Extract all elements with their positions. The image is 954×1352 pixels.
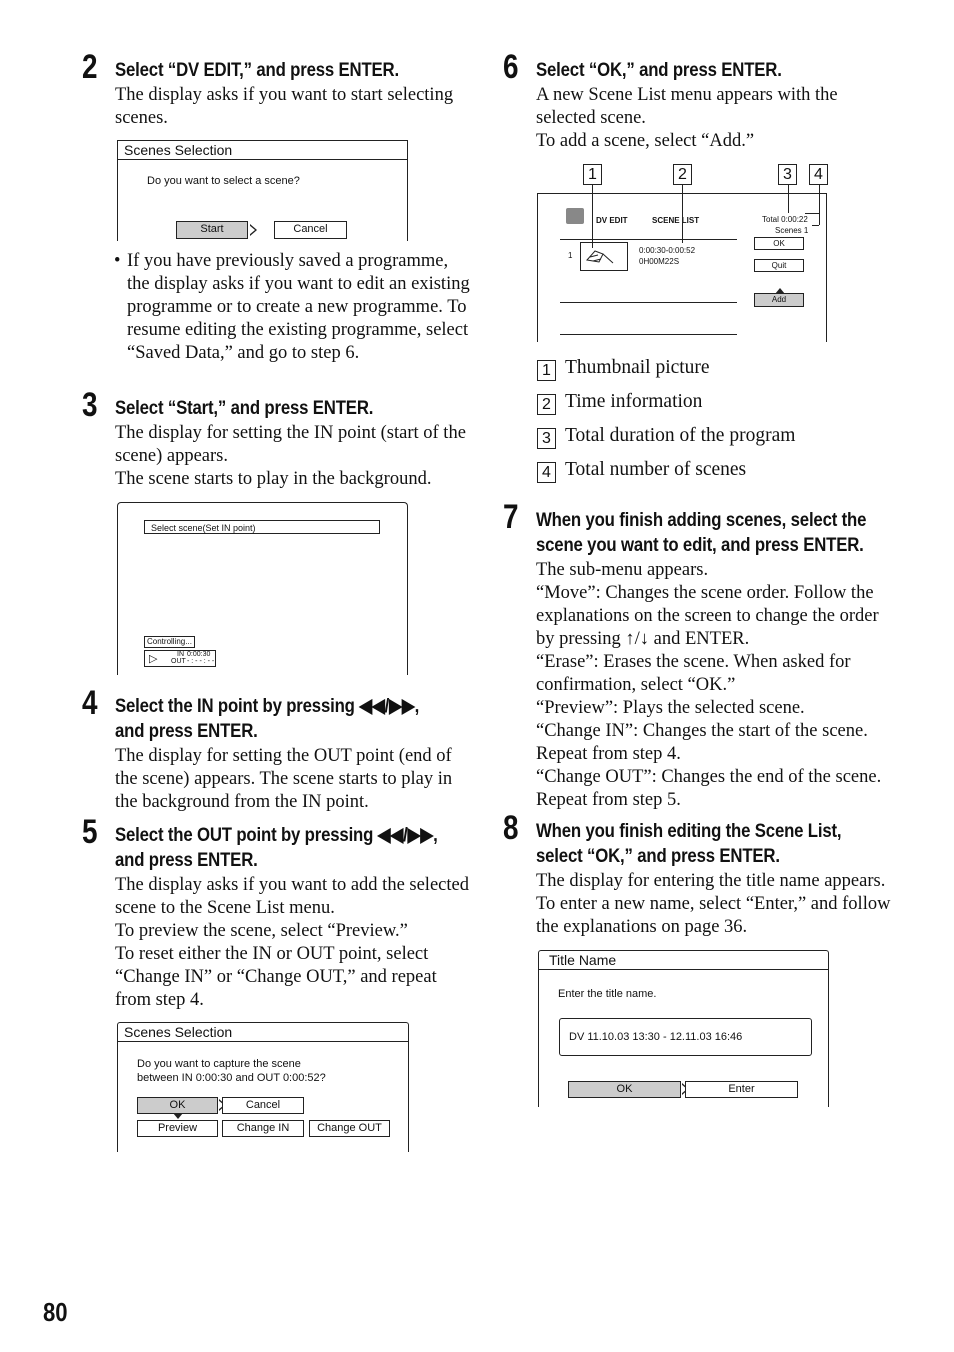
step-3-number: 3	[82, 386, 98, 424]
callout-4: 4	[809, 164, 828, 185]
capture-message-line2: between IN 0:00:30 and OUT 0:00:52?	[137, 1072, 326, 1084]
step-2-bullet	[114, 250, 470, 365]
controlling-label: Controlling...	[144, 636, 195, 648]
quit-button[interactable]: Quit	[754, 259, 804, 272]
legend-text: Total duration of the program	[565, 425, 796, 446]
change-out-button[interactable]: Change OUT	[309, 1120, 390, 1137]
step-4-number: 4	[82, 684, 98, 722]
row-number: 1	[568, 251, 573, 260]
step-3-heading: Select “Start,” and press ENTER.	[115, 397, 374, 419]
title-name-field[interactable]	[559, 1018, 812, 1056]
step-6-body-line: A new Scene List menu appears with the selected scene.	[536, 85, 838, 128]
capture-message-line1: Do you want to capture the scene	[137, 1058, 301, 1070]
step-5-body-line: To preview the scene, select “Preview.”	[115, 921, 408, 941]
legend-text: Time information	[565, 391, 703, 412]
screen-title: Scenes Selection	[118, 1023, 408, 1042]
step-5-body-line: To reset either the IN or OUT point, select “Change IN” or “Change OUT,” and repeat from step 4.	[115, 944, 437, 1010]
step-8-heading-line2: select “OK,” and press ENTER.	[536, 845, 780, 867]
step-7-heading-line1: When you finish adding scenes, select the	[536, 509, 867, 531]
dv-edit-label: DV EDIT	[596, 216, 628, 225]
step-2-body: The display asks if you want to start selecting scenes.	[115, 85, 454, 128]
cancel-button[interactable]: Cancel	[274, 221, 347, 239]
step-6-number: 6	[503, 48, 519, 86]
legend-text: Total number of scenes	[565, 459, 747, 480]
callout-3-leader	[805, 213, 819, 214]
ok-button[interactable]: OK	[754, 237, 804, 250]
set-in-point-screen	[117, 502, 408, 675]
step-6-body-line: To add a scene, select “Add.”	[536, 131, 755, 151]
start-button[interactable]: Start	[176, 221, 248, 239]
step-6-heading: Select “OK,” and press ENTER.	[536, 59, 782, 81]
page-number: 80	[43, 1297, 68, 1327]
preview-button[interactable]: Preview	[137, 1120, 218, 1137]
step-7-body-line: “Move”: Changes the scene order. Follow the explanations on the screen to change the order by pressing ↑/↓ and ENTER.	[536, 583, 879, 649]
add-button[interactable]: Add	[754, 293, 804, 307]
step-5-heading-line1: Select the OUT point by pressing ◀◀/▶▶,	[115, 824, 438, 846]
title-name-message: Enter the title name.	[558, 988, 657, 1000]
screen-title: Title Name	[539, 951, 828, 970]
callout-1-leader	[592, 185, 593, 248]
legend-number: 4	[537, 462, 556, 483]
callout-4-leader	[812, 225, 819, 226]
play-icon: ▷	[149, 652, 158, 665]
legend-item	[537, 424, 795, 449]
step-7-body	[536, 559, 892, 812]
dv-edit-icon	[566, 208, 584, 224]
change-in-button[interactable]: Change IN	[222, 1120, 304, 1137]
title-name-screen	[538, 950, 829, 1107]
ok-button[interactable]: OK	[568, 1081, 681, 1098]
step-4-heading-line2: and press ENTER.	[115, 720, 258, 742]
set-in-point-title: Select scene(Set IN point)	[144, 520, 380, 534]
step-3-body-line: The display for setting the IN point (start of the scene) appears.	[115, 423, 466, 466]
step-7-heading-line2: scene you want to edit, and press ENTER.	[536, 534, 864, 556]
time-range: 0:00:30-0:00:52	[639, 246, 696, 255]
callout-3: 3	[778, 164, 797, 185]
legend-item	[537, 458, 746, 483]
in-out-panel	[144, 650, 216, 667]
ok-button[interactable]: OK	[137, 1097, 218, 1114]
legend-number: 1	[537, 360, 556, 381]
cursor-pointer	[250, 224, 257, 236]
step-8-body: The display for entering the title name appears. To enter a new name, select “Enter,” and follow the explanations on page 36.	[536, 871, 891, 937]
callout-2-leader	[682, 185, 683, 243]
step-8-heading-line1: When you finish editing the Scene List,	[536, 820, 842, 842]
step-8-number: 8	[503, 809, 519, 847]
total-duration: Total 0:00:22	[762, 215, 808, 224]
step-4-body: The display for setting the OUT point (end of the scene) appears. The scene starts to play in the background from the IN point.	[115, 746, 453, 812]
thumbnail-image-icon	[581, 243, 627, 270]
step-3-body	[115, 422, 470, 491]
out-label: OUT	[171, 658, 186, 665]
in-label: IN	[177, 651, 184, 658]
step-2-number: 2	[82, 48, 98, 86]
title-name-value: DV 11.10.03 13:30 - 12.11.03 16:46	[569, 1031, 743, 1043]
enter-button[interactable]: Enter	[685, 1081, 798, 1098]
step-5-body-line: The display asks if you want to add the selected scene to the Scene List menu.	[115, 875, 469, 918]
row-divider	[560, 334, 737, 335]
step-5-number: 5	[82, 813, 98, 851]
step-7-body-line: “Change IN”: Changes the start of the scene. Repeat from step 4.	[536, 721, 868, 764]
in-value: 0:00:30	[187, 651, 211, 658]
step-7-body-line: “Change OUT”: Changes the end of the scene. Repeat from step 5.	[536, 767, 882, 810]
row-divider	[560, 239, 737, 240]
scene-list-label: SCENE LIST	[652, 216, 700, 225]
step-7-body-line: “Preview”: Plays the selected scene.	[536, 698, 805, 718]
step-2-heading: Select “DV EDIT,” and press ENTER.	[115, 59, 399, 81]
callout-4-leader	[819, 185, 820, 225]
legend-number: 2	[537, 394, 556, 415]
cursor-pointer	[173, 1113, 183, 1119]
step-5-body	[115, 874, 470, 1012]
scenes-count: Scenes 1	[775, 226, 809, 235]
scenes-selection-screen	[117, 140, 408, 241]
legend-item	[537, 390, 702, 415]
step-7-body-line: “Erase”: Erases the scene. When asked for confirmation, select “OK.”	[536, 652, 851, 695]
thumbnail-picture	[580, 242, 628, 271]
row-divider	[560, 302, 737, 303]
step-4-heading-line1: Select the IN point by pressing ◀◀/▶▶,	[115, 695, 420, 717]
legend-item	[537, 356, 710, 381]
legend-number: 3	[537, 428, 556, 449]
bullet-text: If you have previously saved a programme, the display asks if you want to edit an existing programme or to create a new programme. To resume editing the existing programme, select “Saved Data,” and go to step 6.	[127, 251, 470, 363]
step-6-body	[536, 84, 891, 153]
out-value: - : - - : - -	[187, 658, 215, 665]
bullet-mark: •	[114, 251, 121, 271]
callout-2: 2	[673, 164, 692, 185]
step-3-body-line: The scene starts to play in the background.	[115, 469, 432, 489]
scene-duration: 0H00M22S	[639, 257, 680, 266]
step-7-body-line: The sub-menu appears.	[536, 560, 709, 580]
legend-text: Thumbnail picture	[565, 357, 710, 378]
step-5-heading-line2: and press ENTER.	[115, 849, 258, 871]
step-7-number: 7	[503, 498, 519, 536]
screen-title: Scenes Selection	[118, 141, 407, 160]
screen-message: Do you want to select a scene?	[147, 175, 300, 187]
capture-scene-screen	[117, 1022, 409, 1152]
cancel-button[interactable]: Cancel	[222, 1097, 304, 1114]
callout-3-leader	[788, 185, 789, 213]
callout-1: 1	[583, 164, 602, 185]
